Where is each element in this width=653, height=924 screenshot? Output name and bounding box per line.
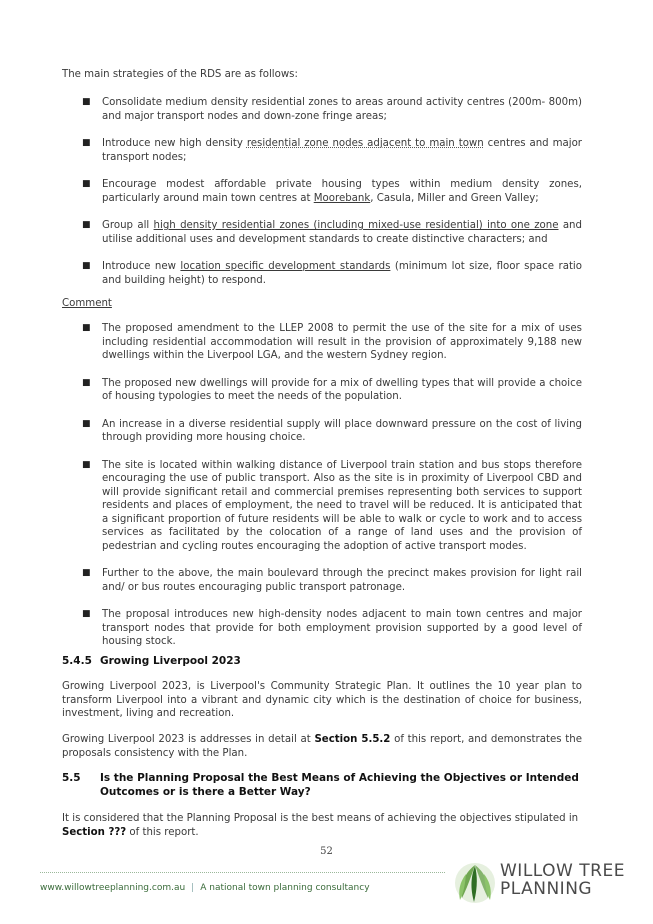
footer-tagline: A national town planning consultancy — [200, 883, 370, 893]
bullet-icon: ■ — [82, 138, 91, 148]
underlined-phrase: Moorebank — [313, 192, 371, 204]
section-heading-5-5: 5.5 Is the Planning Proposal the Best Means of Achieving the Objectives or Intended Outcomes or is there a Better Way? — [62, 772, 579, 798]
bullet-icon: ■ — [82, 377, 91, 388]
list-item: ■ Encourage modest affordable private housing types within medium density zones, particularly around main town centres at Moorebank, Casula, Miller and Green Valley; — [82, 179, 582, 204]
page-number: 52 — [320, 846, 333, 857]
comments-list — [82, 322, 582, 649]
footer: www.willowtreeplanning.com.au | A national town planning consultancy — [40, 883, 370, 893]
bullet-icon: ■ — [82, 459, 91, 470]
growing-liverpool-paragraph: Growing Liverpool 2023, is Liverpool's Community Strategic Plan. It outlines the 10 year plan to transform Liverpool into a vibrant and dynamic city which is the destination of choice for business, investment, living and recreation. — [62, 681, 582, 719]
list-item: ■ Introduce new high density residential zone nodes adjacent to main town centres and major transport nodes; — [82, 138, 582, 163]
bullet-icon: ■ — [82, 418, 91, 429]
strategies-list — [82, 96, 582, 287]
list-item: ■ Consolidate medium density residential zones to areas around activity centres (200m- 800m) and major transport nodes and down-zone fringe areas; — [82, 97, 582, 122]
website-link[interactable]: www.willowtreeplanning.com.au — [40, 883, 186, 893]
willow-tree-logo-icon — [452, 860, 498, 906]
list-item: ■ An increase in a diverse residential supply will place downward pressure on the cost of living through providing more housing choice. — [82, 418, 582, 443]
list-item: ■ The proposed new dwellings will provide for a mix of dwelling types that will provide a choice of housing typologies to meet the needs of the population. — [82, 377, 582, 402]
logo-wordmark: WILLOW TREE PLANNING — [500, 861, 625, 899]
list-item: ■ Group all high density residential zones (including mixed-use residential) into one zone and utilise additional uses and development standards to create distinctive characters; and — [82, 220, 582, 245]
underlined-phrase: high density residential zones (including mixed-use residential) into one zone — [153, 220, 559, 231]
list-item: ■ The proposed amendment to the LLEP 2008 to permit the use of the site for a mix of uses including residential accommodation will result in the provision of approximately 9,188 new dwellings within the Liverpool LGA, and the western Sydney region. — [82, 323, 582, 361]
list-item: ■ Introduce new location specific development standards (minimum lot size, floor space ratio and building height) to respond. — [82, 261, 582, 286]
growing-liverpool-section-ref: Growing Liverpool 2023 is addresses in detail at Section 5.5.2 of this report, and demonstrates the proposals consistency with the Plan. — [62, 734, 582, 759]
bullet-icon: ■ — [82, 323, 91, 333]
bullet-icon: ■ — [82, 609, 91, 619]
bullet-icon: ■ — [82, 179, 91, 189]
underlined-phrase: location specific development standards — [180, 261, 391, 272]
bullet-icon: ■ — [82, 97, 91, 107]
list-item: ■ Further to the above, the main boulevard through the precinct makes provision for light rail and/ or bus routes encouraging public transport patronage. — [82, 568, 582, 593]
section-heading-5-4-5: 5.4.5 Growing Liverpool 2023 — [62, 655, 241, 667]
intro-text: The main strategies of the RDS are as follows: — [62, 69, 298, 80]
bullet-icon: ■ — [82, 261, 91, 271]
bullet-icon: ■ — [82, 220, 91, 230]
comment-heading: Comment — [62, 298, 112, 309]
best-means-paragraph: It is considered that the Planning Proposal is the best means of achieving the objectives stipulated in Section ??? of this report. — [62, 813, 579, 838]
footer-divider — [40, 872, 445, 873]
underlined-phrase: residential zone nodes adjacent to main town — [246, 138, 484, 149]
list-item: ■ The proposal introduces new high-density nodes adjacent to main town centres and major transport nodes that provide for both employment provision supported by a good level of housing stock. — [82, 609, 582, 647]
list-item: ■ The site is located within walking distance of Liverpool train station and bus stops therefore encouraging the use of public transport. Also as the site is in proximity of Liverpool CBD and will provide significant retail and commercial premises representing both services to support residents and places of employment, the need to travel will be reduced. It is anticipated that a significant proportion of future residents will be able to walk or cycle to work and to access services as facilitated by the colocation of a range of land uses and the provision of pedestrian and cycling routes encouraging the adoption of active transport modes. — [82, 459, 582, 552]
bullet-icon: ■ — [82, 568, 91, 578]
